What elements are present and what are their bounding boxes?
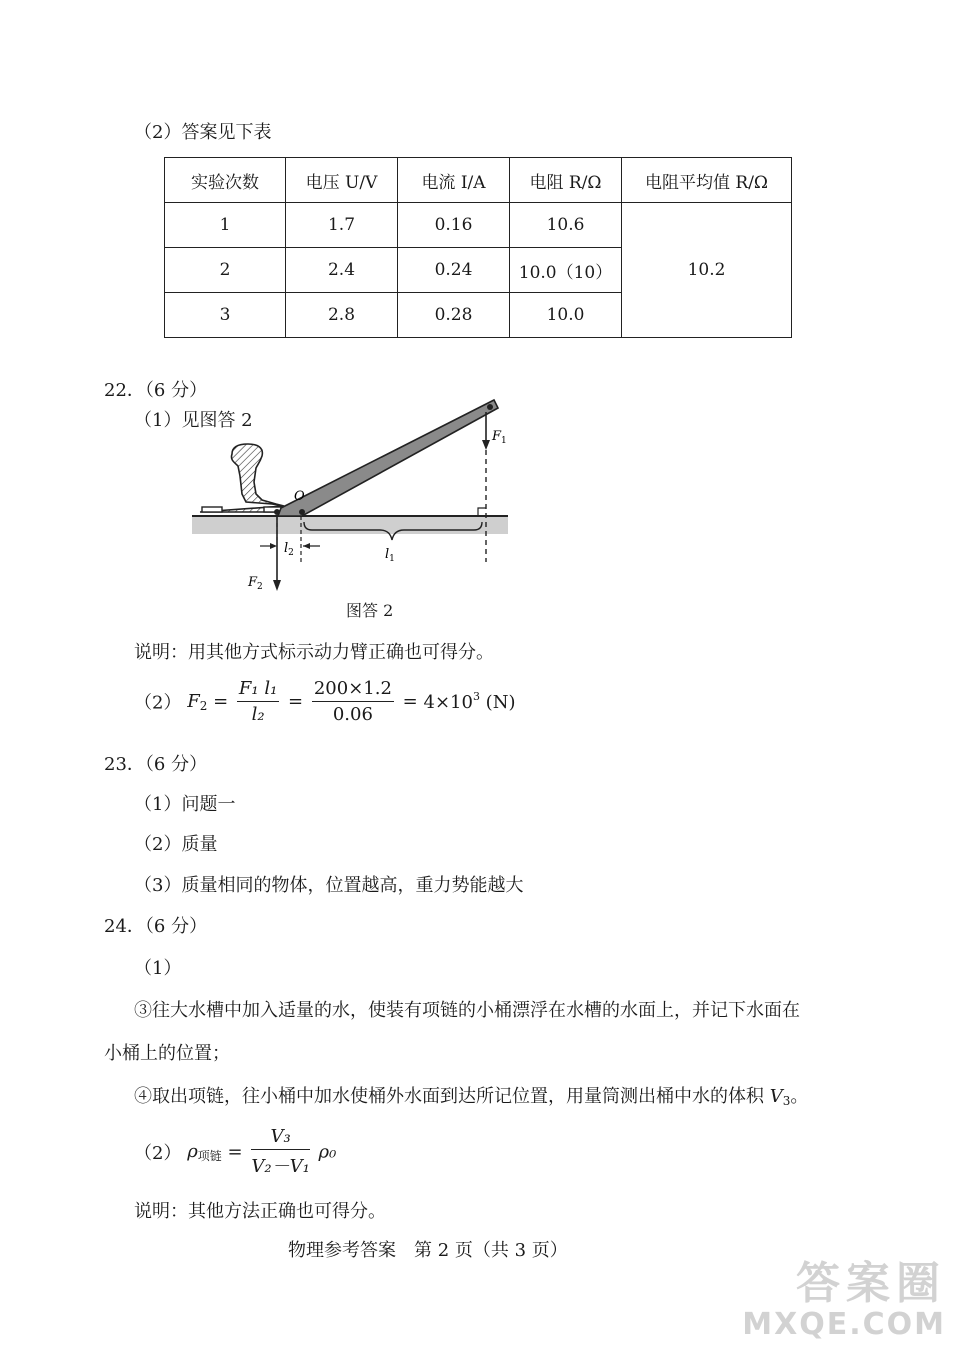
table-header-row xyxy=(165,158,792,203)
l2-arrowhead-left xyxy=(270,543,277,549)
question-24-note: 说明：其他方法正确也可得分。 xyxy=(134,1201,386,1222)
table-header: 电压 U/V xyxy=(286,158,398,203)
question-22-part1: （1）见图答 2 xyxy=(134,410,253,431)
table-cell: 2.8 xyxy=(286,293,398,338)
watermark-url: MXQE.COM xyxy=(742,1307,946,1342)
lever-figure xyxy=(180,390,520,620)
fulcrum-O xyxy=(299,509,305,515)
question-24-part1: （1） xyxy=(134,958,182,979)
label-O: O xyxy=(294,489,305,504)
table-header: 电阻 R/Ω xyxy=(510,158,622,203)
force-point-F2 xyxy=(274,509,280,515)
rail xyxy=(200,444,284,512)
table-cell: 2.4 xyxy=(286,248,398,293)
question-23-heading: 23．（6 分） xyxy=(104,754,208,775)
figure-caption: 图答 2 xyxy=(346,601,394,620)
table-cell: 1 xyxy=(165,203,286,248)
label-F2: $F_2$ xyxy=(248,575,263,592)
question-22-note: 说明：用其他方式标示动力臂正确也可得分。 xyxy=(134,642,494,663)
question-24-heading: 24．（6 分） xyxy=(104,916,208,937)
part2-intro: （2）答案见下表 xyxy=(134,122,272,143)
force-point-F1 xyxy=(487,404,493,410)
F1-arrowhead xyxy=(482,440,490,450)
formula-22: （2） $F_2$ = $\frac{\text{F₁ l₁}}{\text{l₂}}$ = $\frac{200\times 1.2}{0.06}$ = $4\times 10^3$ (N) xyxy=(134,678,516,725)
page-footer: 物理参考答案 第 2 页（共 3 页） xyxy=(288,1240,568,1261)
formula-result: $4\times 10^3$ (N) xyxy=(423,690,516,713)
formula-prefix: （2） xyxy=(134,692,182,714)
question-24-step3-line2: 小桶上的位置； xyxy=(104,1043,230,1064)
table-cell: 1.7 xyxy=(286,203,398,248)
table-cell: 0.28 xyxy=(398,293,510,338)
right-angle-mark xyxy=(478,508,486,516)
watermark-title: 答案圈 xyxy=(796,1258,946,1309)
table-cell: 10.6 xyxy=(510,203,622,248)
rail-plate-left xyxy=(202,507,222,512)
table-cell: 10.0 xyxy=(510,293,622,338)
watermark xyxy=(742,1260,946,1342)
lever-bar xyxy=(278,400,498,516)
table-cell: 10.0（10） xyxy=(510,248,622,293)
ground xyxy=(192,516,508,534)
formula-lhs-sub: 2 xyxy=(199,698,208,713)
l2-arrowhead-right xyxy=(303,543,310,549)
formula-24: （2） $\rho_{项链}$ = $\frac{\text{V₃}}{\text{V₂－V₁}}$ ρ₀ xyxy=(134,1126,337,1177)
table-cell: 2 xyxy=(165,248,286,293)
question-23-answer-2: （2）质量 xyxy=(134,834,218,855)
table-average-cell: 10.2 xyxy=(622,203,792,338)
question-23-answer-3: （3）质量相同的物体，位置越高，重力势能越大 xyxy=(134,875,524,896)
formula-fraction-2: $\frac{200\times 1.2}{0.06}$ xyxy=(313,678,392,725)
table-header: 电流 I/A xyxy=(398,158,510,203)
table-header: 电阻平均值 R/Ω xyxy=(622,158,792,203)
formula-lhs: F xyxy=(187,690,200,712)
formula-fraction-1: $\frac{\text{F₁ l₁}}{\text{l₂}}$ xyxy=(238,678,278,725)
F2-arrowhead xyxy=(273,580,281,591)
table-cell: 0.24 xyxy=(398,248,510,293)
table-cell: 3 xyxy=(165,293,286,338)
label-l2: $l_2$ xyxy=(284,541,294,558)
label-l1: $l_1$ xyxy=(385,547,395,564)
table-row xyxy=(165,203,792,248)
formula-24-fraction: $\frac{\text{V₃}}{\text{V₂－V₁}}$ xyxy=(251,1126,310,1177)
question-24-step3-line1: ③往大水槽中加入适量的水，使装有项链的小桶漂浮在水槽的水面上，并记下水面在 xyxy=(134,1000,800,1021)
table-cell: 0.16 xyxy=(398,203,510,248)
table-header: 实验次数 xyxy=(165,158,286,203)
question-22-heading: 22．（6 分） xyxy=(104,380,208,401)
label-F1: $F_1$ xyxy=(492,429,507,446)
results-table xyxy=(164,157,792,338)
question-24-step4: ④取出项链，往小桶中加水使桶外水面到达所记位置，用量筒测出桶中水的体积 $V_3$。 xyxy=(134,1086,809,1108)
question-23-answer-1: （1）问题一 xyxy=(134,794,236,815)
